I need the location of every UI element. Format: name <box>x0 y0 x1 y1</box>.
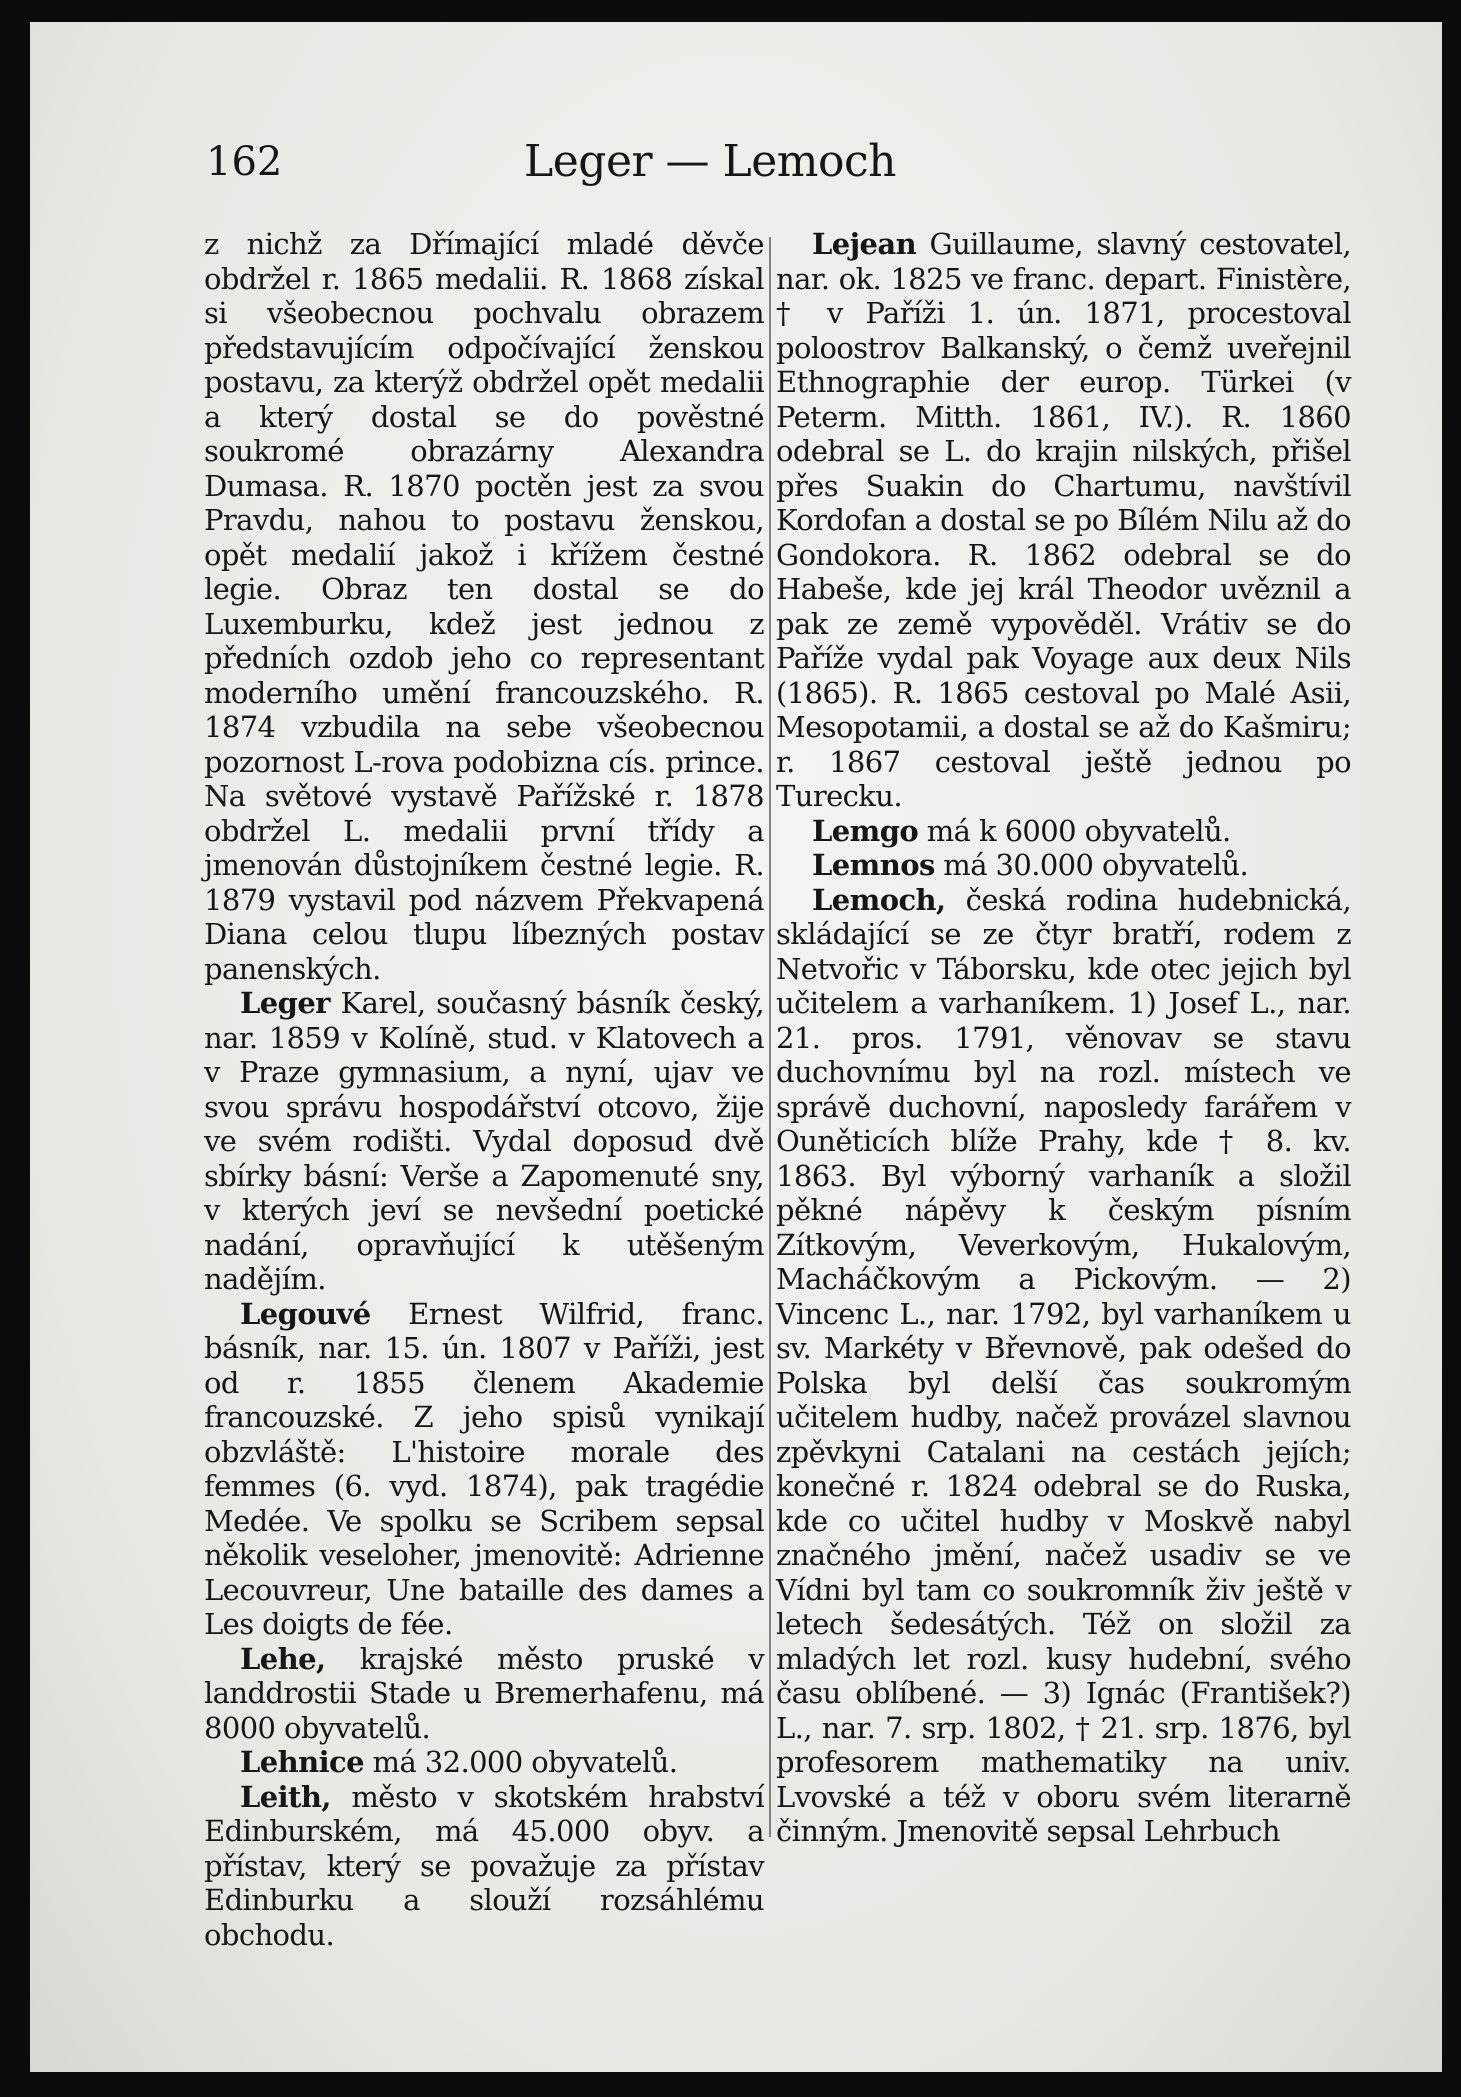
headword: Leger <box>240 986 330 1020</box>
right-column <box>776 227 1351 1849</box>
headword: Legouvé <box>240 1296 371 1331</box>
entry-text: má k 6000 obyvatelů. <box>918 813 1231 848</box>
headword: Lehnice <box>240 1745 364 1779</box>
entry-leith <box>204 1780 764 1953</box>
entry-text: Karel, současný básník český, nar. 1859 v Kolíně, stud. v Klatovech a v Praze gymnasium, a nyní, ujav ve svou správu hospodářství otcovo, žije ve svém rodišti. Vydal doposud dvě sbírky básní: Verše a Zapomenuté sny, v kterých jeví se nevšední poetické nadání, opravňující k utěšeným nadějím. <box>204 986 764 1296</box>
entry-text: krajské město pruské v landdrostii Stade u Bremerhafenu, má 8000 obyvatelů. <box>204 1641 764 1745</box>
scanned-page <box>30 22 1442 2072</box>
entry-lemgo <box>776 814 1351 849</box>
entry-text: má 30.000 obyvatelů. <box>934 848 1249 882</box>
headword: Lemoch, <box>812 882 946 917</box>
entry-lehe <box>204 1642 764 1746</box>
page-number: 162 <box>206 139 283 185</box>
entry-text: Guillaume, slavný cestovatel, nar. ok. 1825 ve franc. depart. Finistère, † v Paříži 1. ún. 1871, procestoval poloostrov Balkanský, o čemž uveřejnil Ethnographie der europ. Türkei (v Peterm. Mitth. 1861, IV.). R. 1860 odebral se L. do krajin nilských, přišel přes Suakin do Chartumu, navštívil Kordofan a dostal se po Bílém Nilu až do Gondokora. R. 1862 odebral se do Habeše, kde jej král Theodor uvěznil a pak ze země vypověděl. Vrátiv se do Paříže vydal pak Voyage aux deux Nils (1865). R. 1865 cestoval po Malé Asii, Mesopotamii, a dostal se až do Kašmiru; r. 1867 cestoval ještě jednou po Turecku. <box>776 227 1351 813</box>
headword: Lemnos <box>812 848 935 882</box>
left-column <box>204 227 764 1952</box>
running-head: Leger — Lemoch <box>524 136 896 187</box>
column-rule <box>769 237 771 1837</box>
headword: Leith, <box>240 1779 331 1814</box>
page-header <box>30 134 1442 194</box>
entry-lejean <box>776 227 1351 814</box>
entry-lehnice <box>204 1745 764 1780</box>
entry-text: Ernest Wilfrid, franc. básník, nar. 15. ún. 1807 v Paříži, jest od r. 1855 členem Akademie francouzské. Z jeho spisů vynikají obzvláště: L'histoire morale des femmes (6. vyd. 1874), pak tragédie Medée. Ve spolku se Scribem sepsal několik veseloher, jmenovitě: Adrienne Lecouvreur, Une bataille des dames a Les doigts de fée. <box>204 1296 764 1641</box>
headword: Lemgo <box>812 813 919 848</box>
entry-lemoch <box>776 883 1351 1849</box>
entry-legouve <box>204 1297 764 1642</box>
headword: Lehe, <box>240 1641 326 1676</box>
entry-lemnos <box>776 848 1351 883</box>
entry-leger <box>204 986 764 1297</box>
entry-text: má 32.000 obyvatelů. <box>363 1745 678 1779</box>
continuation-text: z nichž za Dřímající mladé děvče obdržel r. 1865 medalii. R. 1868 získal si všeobecnou pochvalu obrazem představujícím odpočívající ženskou postavu, za kterýž obdržel opět medalii a který dostal se do pověstné soukromé obrazárny Alexandra Dumasa. R. 1870 poctěn jest za svou Pravdu, nahou to postavu ženskou, opět medalií jakož i křížem čestné legie. Obraz ten dostal se do Luxemburku, kdež jest jednou z předních ozdob jeho co representant moderního umění francouzského. R. 1874 vzbudila na sebe všeobecnou pozornost L-rova podobizna cís. prince. Na světové vystavě Pařížské r. 1878 obdržel L. medalii první třídy a jmenován důstojníkem čestné legie. R. 1879 vystavil pod názvem Překvapená Diana celou tlupu líbezných postav panenských. <box>204 227 764 986</box>
entry-text: město v skotském hrabství Edinburském, má 45.000 obyv. a přístav, který se považuje za přístav Edinburku a slouží rozsáhlému obchodu. <box>204 1779 764 1952</box>
headword: Lejean <box>812 227 917 261</box>
entry-text: česká rodina hudebnická, skládající se ze čtyr bratří, rodem z Netvořic v Táborsku, kde otec jejich byl učitelem a varhaníkem. 1) Josef L., nar. 21. pros. 1791, věnovav se stavu duchovnímu byl na rozl. místech ve správě duchovní, naposledy farářem v Ouněticích blíže Prahy, kde † 8. kv. 1863. Byl výborný varhaník a složil pěkné nápěvy k českým písním Zítkovým, Veverkovým, Hukalovým, Macháčkovým a Pickovým. — 2) Vincenc L., nar. 1792, byl varhaníkem u sv. Markéty v Břevnově, pak odešed do Polska byl delší čas soukromým učitelem hudby, načež provázel slavnou zpěvkyni Catalani na cestách jejích; konečné r. 1824 odebral se do Ruska, kde co učitel hudby v Moskvě nabyl značného jmění, načež usadiv se ve Vídni byl tam co soukromník živ ještě v letech šedesátých. Též on složil za mladých let rozl. kusy hudební, svého času oblíbené. — 3) Ignác (František?) L., nar. 7. srp. 1802, † 21. srp. 1876, byl profesorem mathematiky na univ. Lvovské a též v oboru svém literarně činným. Jmenovitě sepsal Lehrbuch <box>776 882 1351 1848</box>
